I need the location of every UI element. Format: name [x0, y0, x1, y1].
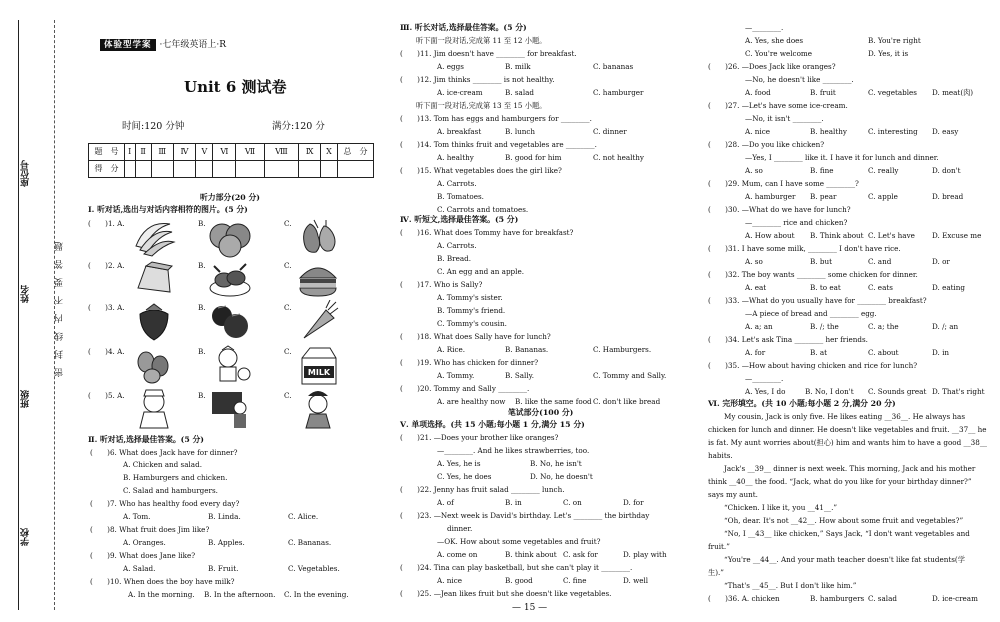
- q22-option-d: D. for: [623, 498, 644, 507]
- q26-reply: —No, he doesn't like ________.: [745, 75, 854, 84]
- q29-option-c: C. apple: [868, 192, 898, 201]
- q27-option-c: C. interesting: [868, 127, 918, 136]
- q30-option-c: C. Let's have: [868, 231, 915, 240]
- question-36: ( )36. A. chicken: [708, 594, 780, 603]
- opt-c: C.: [284, 261, 292, 270]
- q35-option-d: D. That's right: [932, 387, 985, 396]
- q24-option-b: B. good: [505, 576, 533, 585]
- q25-option-a: A. Yes, she does: [745, 36, 804, 45]
- cloze-line: “No, I __43__ like chicken,” Says Jack, “I don't want vegetables and: [724, 529, 970, 538]
- q28-option-a: A. so: [745, 166, 763, 175]
- opt-b: B.: [198, 347, 206, 356]
- score-input[interactable]: [196, 161, 213, 178]
- q32-option-a: A. eat: [745, 283, 767, 292]
- q32-option-c: C. eats: [868, 283, 893, 292]
- q26-option-d: D. meat(肉): [932, 88, 974, 97]
- question-32: ( )32. The boy wants ________ some chicken for dinner.: [708, 270, 918, 279]
- question-11: ( )11. Jim doesn't have ________ for breakfast.: [400, 49, 577, 58]
- question-35: ( )35. —How about having chicken and rice for lunch?: [708, 361, 918, 370]
- cloze-line: Jack's __39__ dinner is next week. This morning, Jack and his mother: [724, 464, 976, 473]
- question-24: ( )24. Tina can play basketball, but she can't play it ________.: [400, 563, 633, 572]
- q13-option-c: C. dinner: [593, 127, 627, 136]
- q21-option-a: A. Yes, he is: [437, 459, 481, 468]
- strawberry-picture[interactable]: [132, 300, 176, 342]
- score-cell: Ⅸ: [299, 144, 321, 161]
- picture-row-1: [86, 216, 386, 260]
- header: [100, 38, 226, 52]
- q33-option-b: B. /; the: [810, 322, 839, 331]
- q17-option-c: C. Tommy's cousin.: [437, 319, 507, 328]
- q7-option-b: B. Linda.: [208, 512, 241, 521]
- q26-option-b: B. fruit: [810, 88, 836, 97]
- q34-option-a: A. for: [745, 348, 766, 357]
- q31-option-d: D. or: [932, 257, 950, 266]
- q24-option-c: C. fine: [563, 576, 587, 585]
- class-label: 班级: [21, 390, 31, 408]
- oranges-picture[interactable]: [208, 216, 252, 258]
- question-29: ( )29. Mum, can I have some ________?: [708, 179, 859, 188]
- picture-row-2: [86, 258, 386, 302]
- opt-b: B.: [198, 303, 206, 312]
- question-6: ( )6. What does Jack have for dinner?: [90, 448, 238, 457]
- q23-option-a: A. come on: [437, 550, 478, 559]
- cloze-line: “You're __44__. And your math teacher doesn't like fat students(学: [724, 555, 965, 564]
- score-cell: Ⅲ: [151, 144, 173, 161]
- opt-b: B.: [198, 261, 206, 270]
- question-33: ( )33. —What do you usually have for ________ breakfast?: [708, 296, 927, 305]
- cloze-line: think __40__ the food. “Jack, what do you like for your birthday dinner?”: [708, 477, 972, 486]
- q15-option-a: A. Carrots.: [437, 179, 477, 188]
- q10-option-c: C. In the evening.: [284, 590, 349, 599]
- q6-option-c: C. Salad and hamburgers.: [123, 486, 218, 495]
- score-input[interactable]: [264, 161, 298, 178]
- q8-option-c: C. Bananas.: [288, 538, 332, 547]
- question-23: ( )23. —Next week is David's birthday. Let's ________ the birthday: [400, 511, 650, 520]
- q25-option-b: B. You're right: [868, 36, 921, 45]
- score-cell: Ⅱ: [135, 144, 151, 161]
- q14-option-a: A. healthy: [437, 153, 474, 162]
- boy-eating-picture[interactable]: [208, 344, 252, 386]
- cloze-line: chicken for lunch and dinner. He doesn't like vegetables and fruit. __37__ he: [708, 425, 987, 434]
- q21-option-c: C. Yes, he does: [437, 472, 492, 481]
- q33-option-d: D. /; an: [932, 322, 959, 331]
- listening-heading: 听力部分(20 分): [200, 193, 260, 202]
- q23-option-d: D. play with: [623, 550, 667, 559]
- question-25: ( )25. —Jean likes fruit but she doesn't like vegetables.: [400, 589, 612, 598]
- q20-option-a: A. are healthy now: [437, 397, 506, 406]
- brand-label: 体验型学案: [100, 39, 156, 52]
- question-21-reply: —________. And he likes strawberries, too.: [437, 446, 590, 455]
- section-3-title: Ⅲ. 听长对话,选择最佳答案。(5 分): [400, 23, 527, 32]
- written-heading: 笔试部分(100 分): [508, 408, 574, 417]
- q33-option-c: C. a; the: [868, 322, 899, 331]
- q23-option-c: C. ask for: [563, 550, 598, 559]
- q-number: ( )2. A.: [88, 261, 125, 270]
- question-14: ( )14. Tom thinks fruit and vegetables are ________.: [400, 140, 597, 149]
- q35-option-b: B. No, I don't: [805, 387, 854, 396]
- page-title: Unit 6 测试卷: [184, 78, 287, 96]
- score-input[interactable]: [135, 161, 151, 178]
- question-7: ( )7. Who has healthy food every day?: [90, 499, 240, 508]
- score-input[interactable]: [213, 161, 236, 178]
- teacher-picture[interactable]: [208, 388, 252, 430]
- score-cell: 总 分: [338, 144, 374, 161]
- q17-option-a: A. Tommy's sister.: [437, 293, 503, 302]
- opt-c: C.: [284, 391, 292, 400]
- grade-label: ·七年级英语上·R: [159, 39, 227, 50]
- q29-option-a: A. hamburger: [745, 192, 796, 201]
- q29-option-d: D. bread: [932, 192, 964, 201]
- question-19: ( )19. Who has chicken for dinner?: [400, 358, 539, 367]
- cloze-line: is fat. My aunt worries about(担心) him and wants him to have a good __38__: [708, 438, 988, 447]
- margin-line: [18, 20, 19, 610]
- question-20: ( )20. Tommy and Sally ________.: [400, 384, 530, 393]
- q19-option-b: B. Sally.: [505, 371, 535, 380]
- milk-carton-picture[interactable]: [296, 344, 340, 386]
- q34-option-d: D. in: [932, 348, 950, 357]
- score-cell: Ⅳ: [173, 144, 196, 161]
- q22-option-c: C. on: [563, 498, 582, 507]
- exam-time: 时间:120 分钟: [122, 121, 185, 132]
- question-31: ( )31. I have some milk, ________ I don't have rice.: [708, 244, 901, 253]
- q9-option-c: C. Vegetables.: [288, 564, 340, 573]
- score-cell: 题 号: [89, 144, 125, 161]
- q28-option-b: B. fine: [810, 166, 834, 175]
- q15-option-b: B. Tomatoes.: [437, 192, 484, 201]
- score-header-row: [89, 144, 374, 161]
- question-34: ( )34. Let's ask Tina ________ her friends.: [708, 335, 868, 344]
- q29-option-b: B. pear: [810, 192, 837, 201]
- cloze-line: 生).”: [708, 568, 724, 577]
- question-28: ( )28. —Do you like chicken?: [708, 140, 825, 149]
- q8-option-b: B. Apples.: [208, 538, 245, 547]
- cloze-line: “Oh, dear. It's not __42__. How about some fruit and vegetables?”: [724, 516, 964, 525]
- q36-option-c: C. salad: [868, 594, 897, 603]
- hamburger-picture[interactable]: [296, 258, 340, 300]
- section-6-title: Ⅵ. 完形填空。(共 10 小题;每小题 2 分,满分 20 分): [708, 399, 896, 408]
- q11-option-b: B. milk: [505, 62, 531, 71]
- question-16: ( )16. What does Tommy have for breakfast?: [400, 228, 574, 237]
- score-cell: Ⅷ: [264, 144, 298, 161]
- section-4-title: Ⅳ. 听短文,选择最佳答案。(5 分): [400, 215, 519, 224]
- q18-option-b: B. Bananas.: [505, 345, 549, 354]
- q18-option-a: A. Rice.: [437, 345, 466, 354]
- q13-option-b: B. lunch: [505, 127, 536, 136]
- q23-option-b: B. think about: [505, 550, 557, 559]
- intro-11-12: 听下面一段对话,完成第 11 至 12 小题。: [416, 36, 547, 45]
- bread-picture[interactable]: [132, 258, 176, 300]
- q17-option-b: B. Tommy's friend.: [437, 306, 506, 315]
- q6-option-b: B. Hamburgers and chicken.: [123, 473, 228, 482]
- q16-option-a: A. Carrots.: [437, 241, 477, 250]
- score-input[interactable]: [173, 161, 196, 178]
- q9-option-b: B. Fruit.: [208, 564, 239, 573]
- question-8: ( )8. What fruit does Jim like?: [90, 525, 210, 534]
- score-cell: Ⅶ: [236, 144, 265, 161]
- question-18: ( )18. What does Sally have for lunch?: [400, 332, 551, 341]
- q-number: ( )5. A.: [88, 391, 125, 400]
- bananas-picture[interactable]: [132, 216, 176, 258]
- q34-option-c: C. about: [868, 348, 899, 357]
- cloze-line: habits.: [708, 451, 733, 460]
- question-23-cont: dinner.: [447, 524, 473, 533]
- section-5-title: Ⅴ. 单项选择。(共 15 小题;每小题 1 分,满分 15 分): [400, 420, 585, 429]
- opt-c: C.: [284, 347, 292, 356]
- score-input[interactable]: [338, 161, 374, 178]
- q27-option-d: D. easy: [932, 127, 959, 136]
- q18-option-c: C. Hamburgers.: [593, 345, 652, 354]
- picture-row-3: [86, 300, 386, 344]
- q25-reply: —________.: [745, 23, 784, 32]
- question-12: ( )12. Jim thinks ________ is not healthy.: [400, 75, 555, 84]
- q30-option-d: D. Excuse me: [932, 231, 982, 240]
- q7-option-a: A. Tom.: [123, 512, 151, 521]
- cook-picture[interactable]: [296, 388, 340, 430]
- question-22: ( )22. Jenny has fruit salad ________ lunch.: [400, 485, 565, 494]
- q12-option-a: A. ice-cream: [437, 88, 483, 97]
- cloze-line: My cousin, Jack is only five. He likes eating __36__. He always has: [724, 412, 966, 421]
- q35-reply: —________.: [745, 374, 784, 383]
- q27-option-b: B. healthy: [810, 127, 847, 136]
- q11-option-a: A. eggs: [437, 62, 464, 71]
- score-input[interactable]: [299, 161, 321, 178]
- q30-option-a: A. How about: [745, 231, 795, 240]
- score-cell: Ⅹ: [321, 144, 338, 161]
- q14-option-c: C. not healthy: [593, 153, 644, 162]
- q36-option-d: D. ice-cream: [932, 594, 978, 603]
- question-9: ( )9. What does Jane like?: [90, 551, 196, 560]
- q26-option-a: A. food: [745, 88, 771, 97]
- q33-option-a: A. a; an: [745, 322, 773, 331]
- q27-option-a: A. nice: [745, 127, 770, 136]
- name-label: 姓名: [21, 285, 31, 303]
- q12-option-b: B. salad: [505, 88, 535, 97]
- q26-option-c: C. vegetables: [868, 88, 917, 97]
- exam-full-score: 满分:120 分: [272, 121, 325, 132]
- score-cell: Ⅰ: [125, 144, 136, 161]
- q19-option-c: C. Tommy and Sally.: [593, 371, 667, 380]
- question-13: ( )13. Tom has eggs and hamburgers for ________.: [400, 114, 592, 123]
- q24-option-a: A. nice: [437, 576, 462, 585]
- score-input[interactable]: [125, 161, 136, 178]
- q27-reply: —No, it isn't ________.: [745, 114, 824, 123]
- q7-option-c: C. Alice.: [288, 512, 319, 521]
- cloze-line: says my aunt.: [708, 490, 758, 499]
- q22-option-b: B. in: [505, 498, 522, 507]
- nurse-picture[interactable]: [132, 388, 176, 430]
- q16-option-b: B. Bread.: [437, 254, 471, 263]
- picture-row-4: [86, 344, 386, 388]
- opt-b: B.: [198, 219, 206, 228]
- q15-option-c: C. Carrots and tomatoes.: [437, 205, 529, 214]
- score-table: [88, 143, 374, 178]
- q6-option-a: A. Chicken and salad.: [123, 460, 202, 469]
- q28-option-c: C. really: [868, 166, 899, 175]
- q25-option-d: D. Yes, it is: [868, 49, 909, 58]
- score-cell: 得 分: [89, 161, 125, 178]
- q14-option-b: B. good for him: [505, 153, 562, 162]
- school-label: 学校: [21, 528, 31, 546]
- q21-option-d: D. No, he doesn't: [530, 472, 593, 481]
- score-input[interactable]: [321, 161, 338, 178]
- cloze-line: “Chicken. I like it, you __41__.”: [724, 503, 838, 512]
- q28-option-d: D. don't: [932, 166, 961, 175]
- q34-option-b: B. at: [810, 348, 828, 357]
- cloze-line: “That's __45__. But I don't like him.”: [724, 581, 857, 590]
- q33-reply: —A piece of bread and ________ egg.: [745, 309, 877, 318]
- question-26: ( )26. —Does Jack like oranges?: [708, 62, 836, 71]
- q28-reply: —Yes, I ________ like it. I have it for lunch and dinner.: [745, 153, 939, 162]
- q24-option-d: D. well: [623, 576, 649, 585]
- q30-option-b: B. Think about: [810, 231, 864, 240]
- q31-option-a: A. so: [745, 257, 763, 266]
- question-21: ( )21. —Does your brother like oranges?: [400, 433, 559, 442]
- milk-label: MILK: [307, 368, 331, 377]
- q-number: ( )1. A.: [88, 219, 125, 228]
- score-cell: Ⅵ: [213, 144, 236, 161]
- q31-option-b: B. but: [810, 257, 832, 266]
- question-30: ( )30. —What do we have for lunch?: [708, 205, 851, 214]
- q20-option-c: C. don't like bread: [593, 397, 661, 406]
- q8-option-a: A. Oranges.: [123, 538, 166, 547]
- q31-option-c: C. and: [868, 257, 892, 266]
- pears-picture[interactable]: [296, 216, 340, 258]
- opt-c: C.: [284, 303, 292, 312]
- q13-option-a: A. breakfast: [437, 127, 482, 136]
- q36-option-b: B. hamburgers: [810, 594, 865, 603]
- q9-option-a: A. Salad.: [123, 564, 156, 573]
- section-2-title: Ⅱ. 听对话,选择最佳答案。(5 分): [88, 435, 204, 444]
- page-number: — 15 —: [512, 603, 548, 613]
- q11-option-c: C. bananas: [593, 62, 634, 71]
- picture-row-5: [86, 388, 386, 432]
- eggs-picture[interactable]: [132, 344, 176, 386]
- question-15: ( )15. What vegetables does the girl like?: [400, 166, 562, 175]
- cloze-line: fruit.”: [708, 542, 730, 551]
- intro-13-15: 听下面一段对话,完成第 13 至 15 小题。: [416, 101, 547, 110]
- seat-label: 座位号: [21, 160, 31, 187]
- question-23-reply: —OK. How about some vegetables and fruit?: [437, 537, 601, 546]
- q22-option-a: A. of: [437, 498, 454, 507]
- score-cell: Ⅴ: [196, 144, 213, 161]
- q19-option-a: A. Tommy.: [437, 371, 475, 380]
- question-27: ( )27. —Let's have some ice-cream.: [708, 101, 848, 110]
- opt-c: C.: [284, 219, 292, 228]
- question-10: ( )10. When does the boy have milk?: [90, 577, 235, 586]
- q20-option-b: B. like the same food: [515, 397, 592, 406]
- q32-option-b: B. to eat: [810, 283, 841, 292]
- binding-margin: [0, 0, 76, 622]
- score-input[interactable]: [236, 161, 265, 178]
- tomatoes-picture[interactable]: [208, 300, 252, 342]
- question-17: ( )17. Who is Sally?: [400, 280, 483, 289]
- q-number: ( )3. A.: [88, 303, 125, 312]
- q35-option-c: C. Sounds great: [868, 387, 927, 396]
- q16-option-c: C. An egg and an apple.: [437, 267, 524, 276]
- score-value-row: [89, 161, 374, 178]
- chicken-picture[interactable]: [208, 258, 252, 300]
- q-number: ( )4. A.: [88, 347, 125, 356]
- q10-option-b: B. In the afternoon.: [204, 590, 276, 599]
- q25-option-c: C. You're welcome: [745, 49, 812, 58]
- q35-option-a: A. Yes, I do: [745, 387, 786, 396]
- seal-text: 密 封 线 内 不 要 答 题: [55, 242, 65, 378]
- opt-b: B.: [198, 391, 206, 400]
- q30-reply: —________ rice and chicken?: [745, 218, 848, 227]
- score-input[interactable]: [151, 161, 173, 178]
- carrot-picture[interactable]: [296, 300, 340, 342]
- q12-option-c: C. hamburger: [593, 88, 644, 97]
- section-1-title: Ⅰ. 听对话,选出与对话内容相符的图片。(5 分): [88, 205, 248, 214]
- q32-option-d: D. eating: [932, 283, 966, 292]
- q21-option-b: B. No, he isn't: [530, 459, 582, 468]
- q10-option-a: A. In the morning.: [128, 590, 195, 599]
